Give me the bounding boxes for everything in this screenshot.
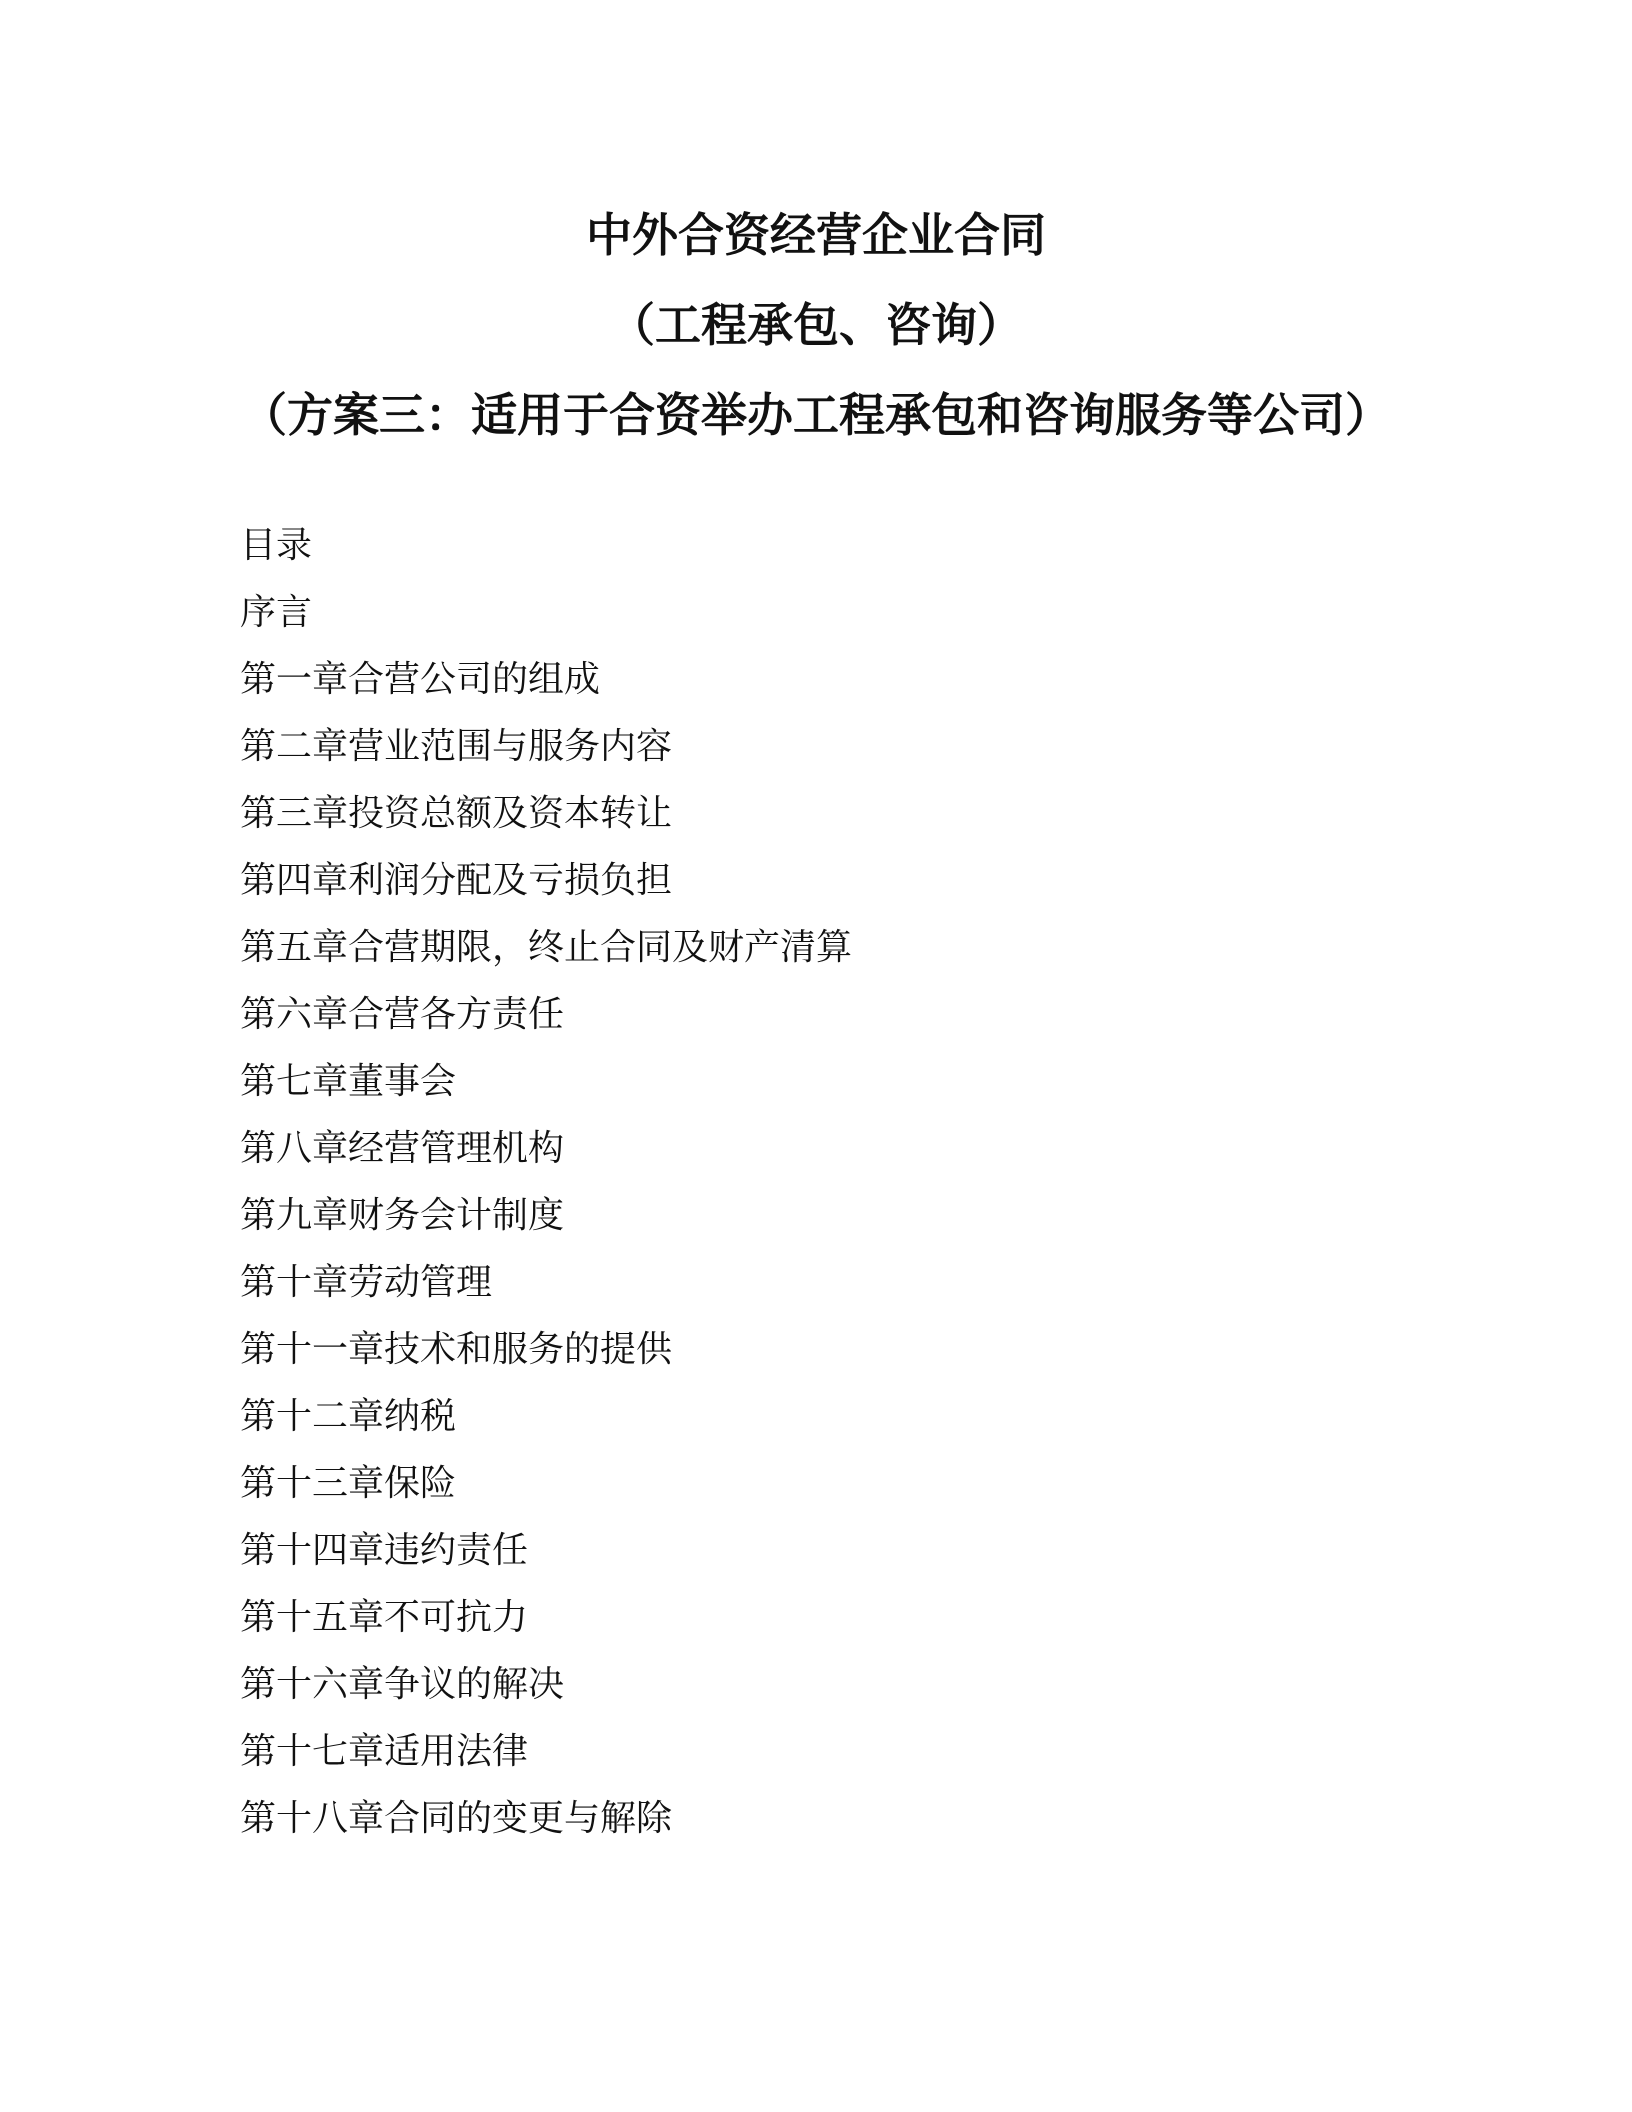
toc-item-chapter-6: 第六章合营各方责任 (240, 994, 565, 1035)
toc-item-chapter-5: 第五章合营期限，终止合同及财产清算 (240, 927, 853, 968)
toc-item-chapter-3: 第三章投资总额及资本转让 (240, 793, 673, 834)
toc-item-chapter-11: 第十一章技术和服务的提供 (240, 1329, 673, 1370)
toc-item-chapter-12: 第十二章纳税 (240, 1396, 457, 1437)
document-title-block (0, 190, 1632, 460)
toc-item-chapter-17: 第十七章适用法律 (240, 1731, 529, 1772)
document-subtitle: （工程承包、咨询） (609, 298, 1023, 352)
table-of-contents (240, 512, 852, 1852)
toc-item-chapter-8: 第八章经营管理机构 (240, 1128, 565, 1169)
toc-item-chapter-13: 第十三章保险 (240, 1463, 457, 1504)
toc-item-chapter-18: 第十八章合同的变更与解除 (240, 1798, 673, 1839)
toc-item-chapter-2: 第二章营业范围与服务内容 (240, 726, 673, 767)
toc-heading: 目录 (240, 525, 313, 566)
document-scheme-note: （方案三：适用于合资举办工程承包和咨询服务等公司） (241, 388, 1391, 442)
document-title: 中外合资经营企业合同 (586, 208, 1046, 262)
toc-item-chapter-15: 第十五章不可抗力 (240, 1597, 529, 1638)
toc-item-chapter-4: 第四章利润分配及亏损负担 (240, 860, 673, 901)
toc-item-chapter-10: 第十章劳动管理 (240, 1262, 493, 1303)
toc-item-chapter-14: 第十四章违约责任 (240, 1530, 529, 1571)
toc-item-chapter-16: 第十六章争议的解决 (240, 1664, 565, 1705)
toc-item-chapter-7: 第七章董事会 (240, 1061, 457, 1102)
toc-item-chapter-1: 第一章合营公司的组成 (240, 659, 601, 700)
toc-item-preface: 序言 (240, 592, 313, 633)
toc-item-chapter-9: 第九章财务会计制度 (240, 1195, 565, 1236)
